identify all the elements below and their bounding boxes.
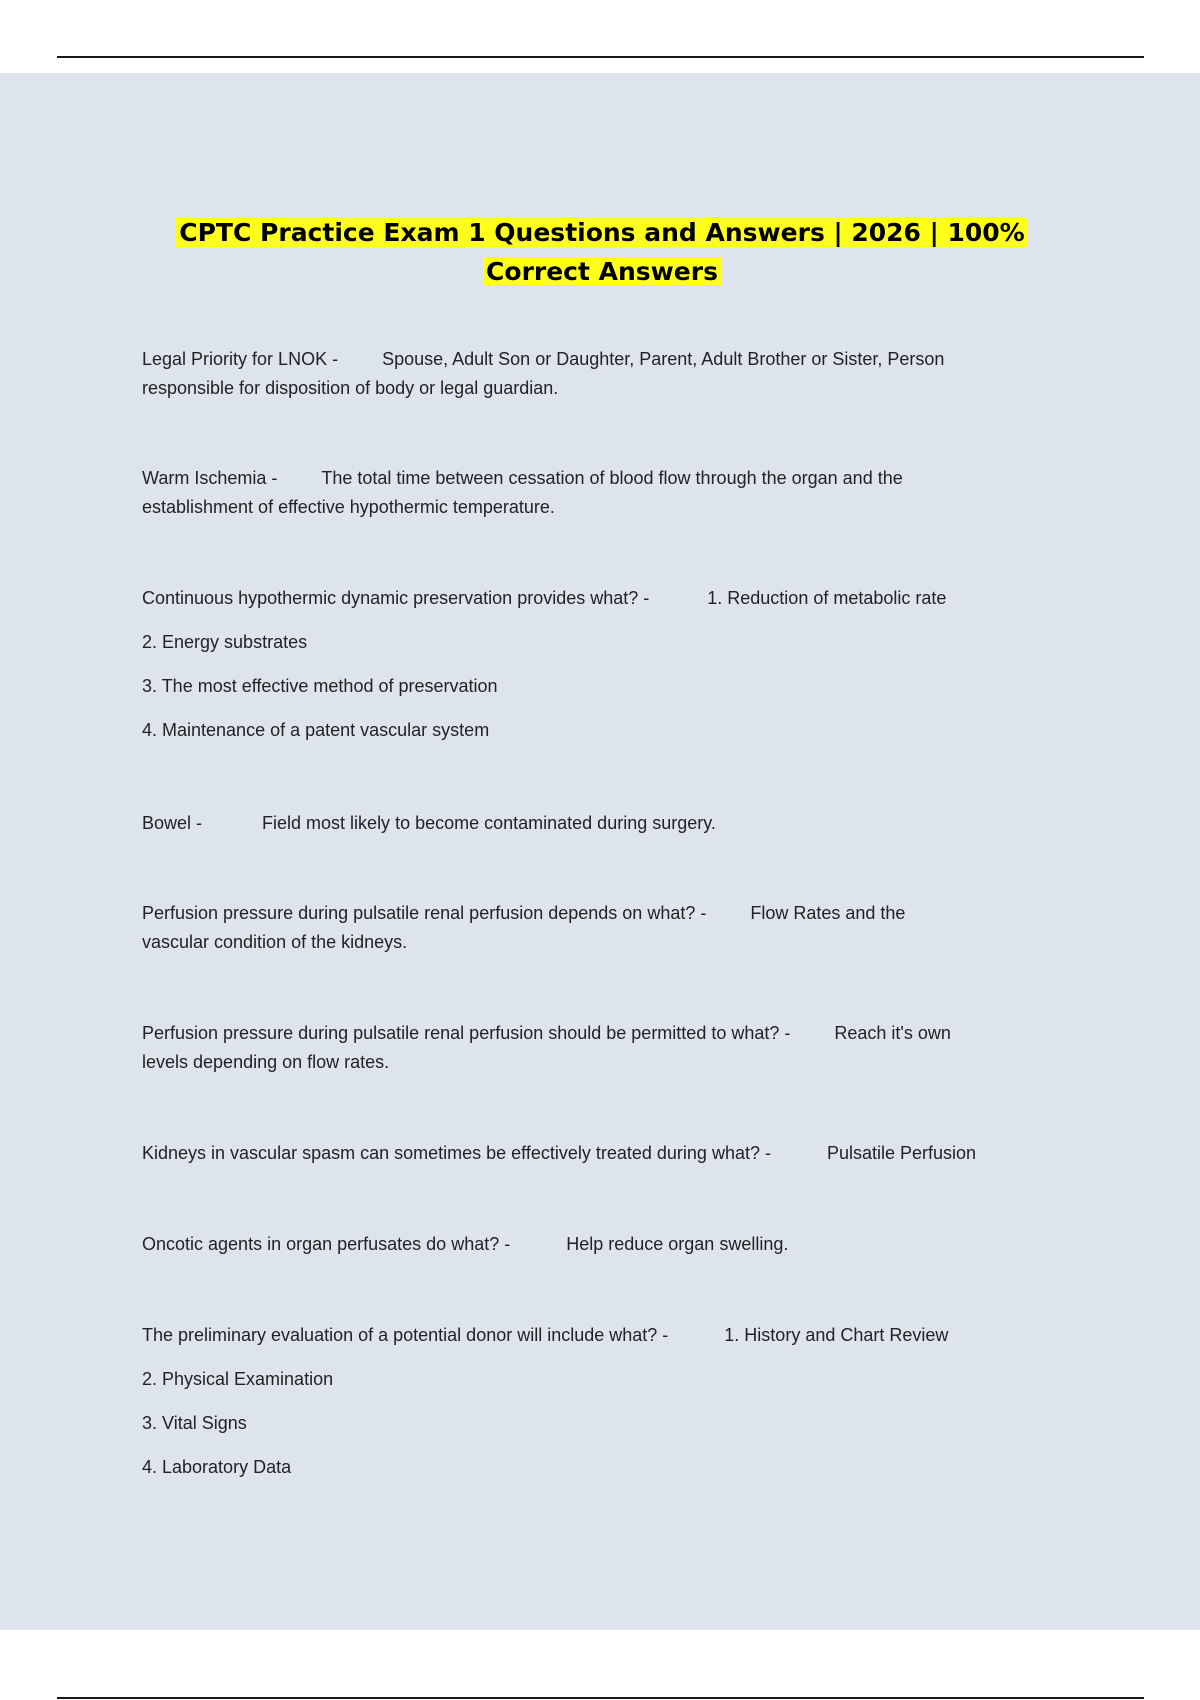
answer-text: The total time between cessation of blood flow through the organ and the	[321, 468, 903, 488]
list-item: 4. Maintenance of a patent vascular system	[142, 720, 490, 740]
answer-text: Spouse, Adult Son or Daughter, Parent, Adult Brother or Sister, Person	[382, 349, 945, 369]
answer-text: 1. History and Chart Review	[724, 1325, 949, 1345]
question-text: Perfusion pressure during pulsatile renal perfusion should be permitted to what? -	[142, 1023, 791, 1043]
title-line-2: Correct Answers	[483, 257, 721, 286]
document-title	[142, 213, 1062, 291]
answer-continuation: establishment of effective hypothermic temperature.	[142, 497, 555, 517]
list-item: 2. Physical Examination	[142, 1369, 334, 1389]
list-item: 2. Energy substrates	[142, 632, 308, 652]
question-text: Legal Priority for LNOK -	[142, 349, 339, 369]
qa-item	[142, 1230, 1062, 1259]
question-text: Perfusion pressure during pulsatile renal perfusion depends on what? -	[142, 903, 707, 923]
question-text: Warm Ischemia -	[142, 468, 278, 488]
qa-item	[142, 899, 1062, 957]
footer-rule	[57, 1697, 1144, 1699]
answer-continuation: levels depending on flow rates.	[142, 1052, 390, 1072]
list-item: 4. Laboratory Data	[142, 1457, 292, 1477]
qa-item	[142, 1139, 1062, 1168]
qa-item	[142, 1321, 1062, 1482]
question-text: Bowel -	[142, 813, 203, 833]
answer-text: Flow Rates and the	[750, 903, 906, 923]
qa-item	[142, 345, 1062, 403]
qa-item	[142, 464, 1062, 522]
answer-text: Help reduce organ swelling.	[566, 1234, 789, 1254]
question-text: Kidneys in vascular spasm can sometimes be effectively treated during what? -	[142, 1143, 771, 1163]
answer-text: Field most likely to become contaminated during surgery.	[262, 813, 716, 833]
question-text: Continuous hypothermic dynamic preservation provides what? -	[142, 588, 650, 608]
answer-continuation: responsible for disposition of body or legal guardian.	[142, 378, 559, 398]
header-rule	[57, 56, 1144, 58]
qa-item	[142, 1019, 1062, 1077]
question-text: Oncotic agents in organ perfusates do what? -	[142, 1234, 511, 1254]
list-item: 3. The most effective method of preservation	[142, 676, 498, 696]
answer-text: Pulsatile Perfusion	[826, 1143, 977, 1163]
question-text: The preliminary evaluation of a potential donor will include what? -	[142, 1325, 669, 1345]
qa-item	[142, 809, 1062, 838]
list-item: 3. Vital Signs	[142, 1413, 247, 1433]
answer-continuation: vascular condition of the kidneys.	[142, 932, 408, 952]
qa-item	[142, 584, 1062, 745]
title-line-1: CPTC Practice Exam 1 Questions and Answers | 2026 | 100%	[176, 218, 1027, 247]
answer-text: Reach it's own	[834, 1023, 951, 1043]
answer-text: 1. Reduction of metabolic rate	[707, 588, 947, 608]
document-page	[0, 73, 1200, 1630]
